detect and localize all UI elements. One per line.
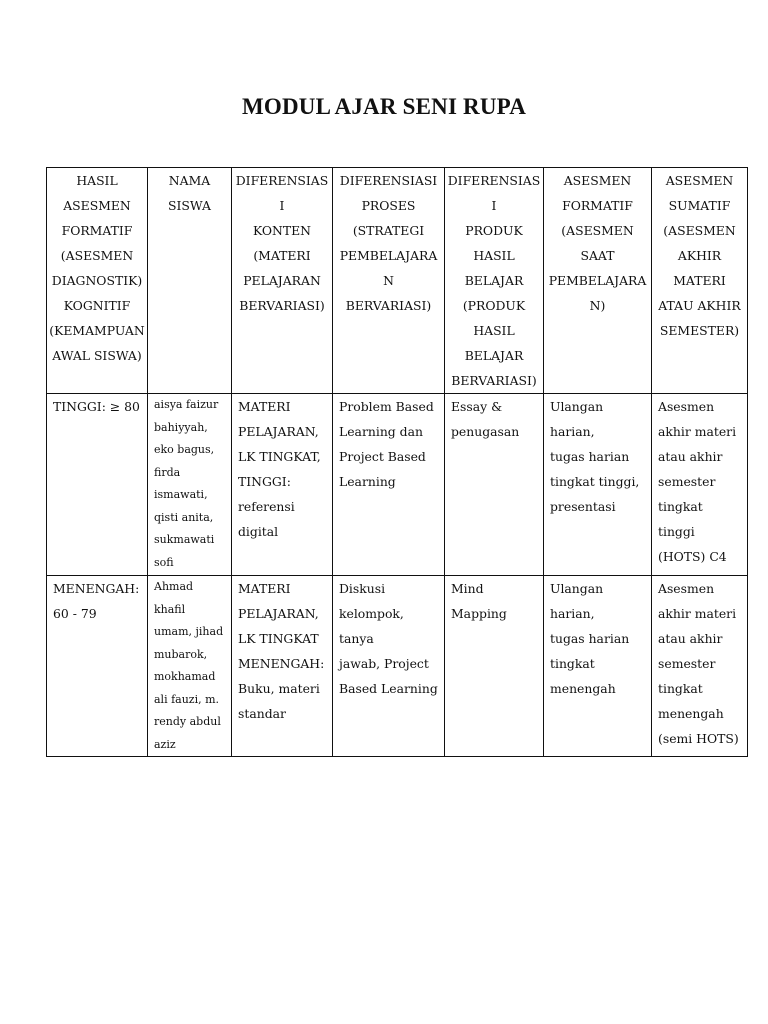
header-label: HASIL ASESMEN FORMATIF (ASESMEN DIAGNOSTIK) KOGNITIF (KEMAMPUAN AWAL SISWA) xyxy=(49,173,145,363)
header-asesmen-formatif xyxy=(544,168,652,394)
cell-sumatif xyxy=(652,576,748,757)
cell-text: Asesmen akhir materi atau akhir semester tingkat menengah (semi HOTS) xyxy=(658,581,739,746)
table-row xyxy=(47,394,748,576)
header-hasil-asesmen xyxy=(47,168,148,394)
differentiation-table xyxy=(46,167,748,757)
cell-text: Ulangan harian, tugas harian tingkat menengah xyxy=(550,581,630,696)
cell-hasil xyxy=(47,576,148,757)
cell-text: Asesmen akhir materi atau akhir semester tingkat tinggi (HOTS) C4 xyxy=(658,399,737,564)
header-asesmen-sumatif xyxy=(652,168,748,394)
cell-text: MATERI PELAJARAN, LK TINGKAT, TINGGI: referensi digital xyxy=(238,399,321,539)
header-diferensiasi-produk xyxy=(445,168,544,394)
table-row xyxy=(47,576,748,757)
cell-text: Ahmad khafil umam, jihad mubarok, mokhamad ali fauzi, m. rendy abdul aziz xyxy=(154,580,224,751)
cell-text: Problem Based Learning dan Project Based Learning xyxy=(339,399,434,489)
header-label: DIFERENSIASI KONTEN (MATERI PELAJARAN BERVARIASI) xyxy=(235,173,329,313)
cell-text: Ulangan harian, tugas harian tingkat tinggi, presentasi xyxy=(550,399,640,514)
cell-produk xyxy=(445,394,544,576)
table-header-row xyxy=(47,168,748,394)
page-title: MODUL AJAR SENI RUPA xyxy=(241,94,527,119)
cell-text: aisya faizur bahiyyah, eko bagus, firda ismawati, qisti anita, sukmawati sofi xyxy=(154,398,219,569)
cell-proses xyxy=(333,576,445,757)
cell-nama xyxy=(148,576,232,757)
header-diferensiasi-konten xyxy=(232,168,333,394)
cell-text: Diskusi kelompok, tanya jawab, Project Based Learning xyxy=(339,581,438,696)
cell-text: Mind Mapping xyxy=(451,581,507,621)
header-label: NAMA SISWA xyxy=(168,173,211,213)
cell-konten xyxy=(232,394,333,576)
cell-produk xyxy=(445,576,544,757)
cell-nama xyxy=(148,394,232,576)
cell-text: TINGGI: ≥ 80 xyxy=(53,399,140,414)
cell-sumatif xyxy=(652,394,748,576)
cell-hasil xyxy=(47,394,148,576)
header-diferensiasi-proses xyxy=(333,168,445,394)
header-nama-siswa xyxy=(148,168,232,394)
cell-formatif xyxy=(544,576,652,757)
cell-text: MENENGAH: 60 - 79 xyxy=(53,581,140,621)
cell-proses xyxy=(333,394,445,576)
cell-text: Essay & penugasan xyxy=(451,399,520,439)
cell-konten xyxy=(232,576,333,757)
header-label: DIFERENSIASI PROSES (STRATEGI PEMBELAJARAN BERVARIASI) xyxy=(339,173,438,313)
cell-text: MATERI PELAJARAN, LK TINGKAT MENENGAH: Buku, materi standar xyxy=(238,581,325,721)
header-label: DIFERENSIASI PRODUK HASIL BELAJAR (PRODUK HASIL BELAJAR BERVARIASI) xyxy=(447,173,541,388)
cell-formatif xyxy=(544,394,652,576)
header-label: ASESMEN SUMATIF (ASESMEN AKHIR MATERI ATAU AKHIR SEMESTER) xyxy=(658,173,741,338)
header-label: ASESMEN FORMATIF (ASESMEN SAAT PEMBELAJARAN) xyxy=(548,173,647,313)
